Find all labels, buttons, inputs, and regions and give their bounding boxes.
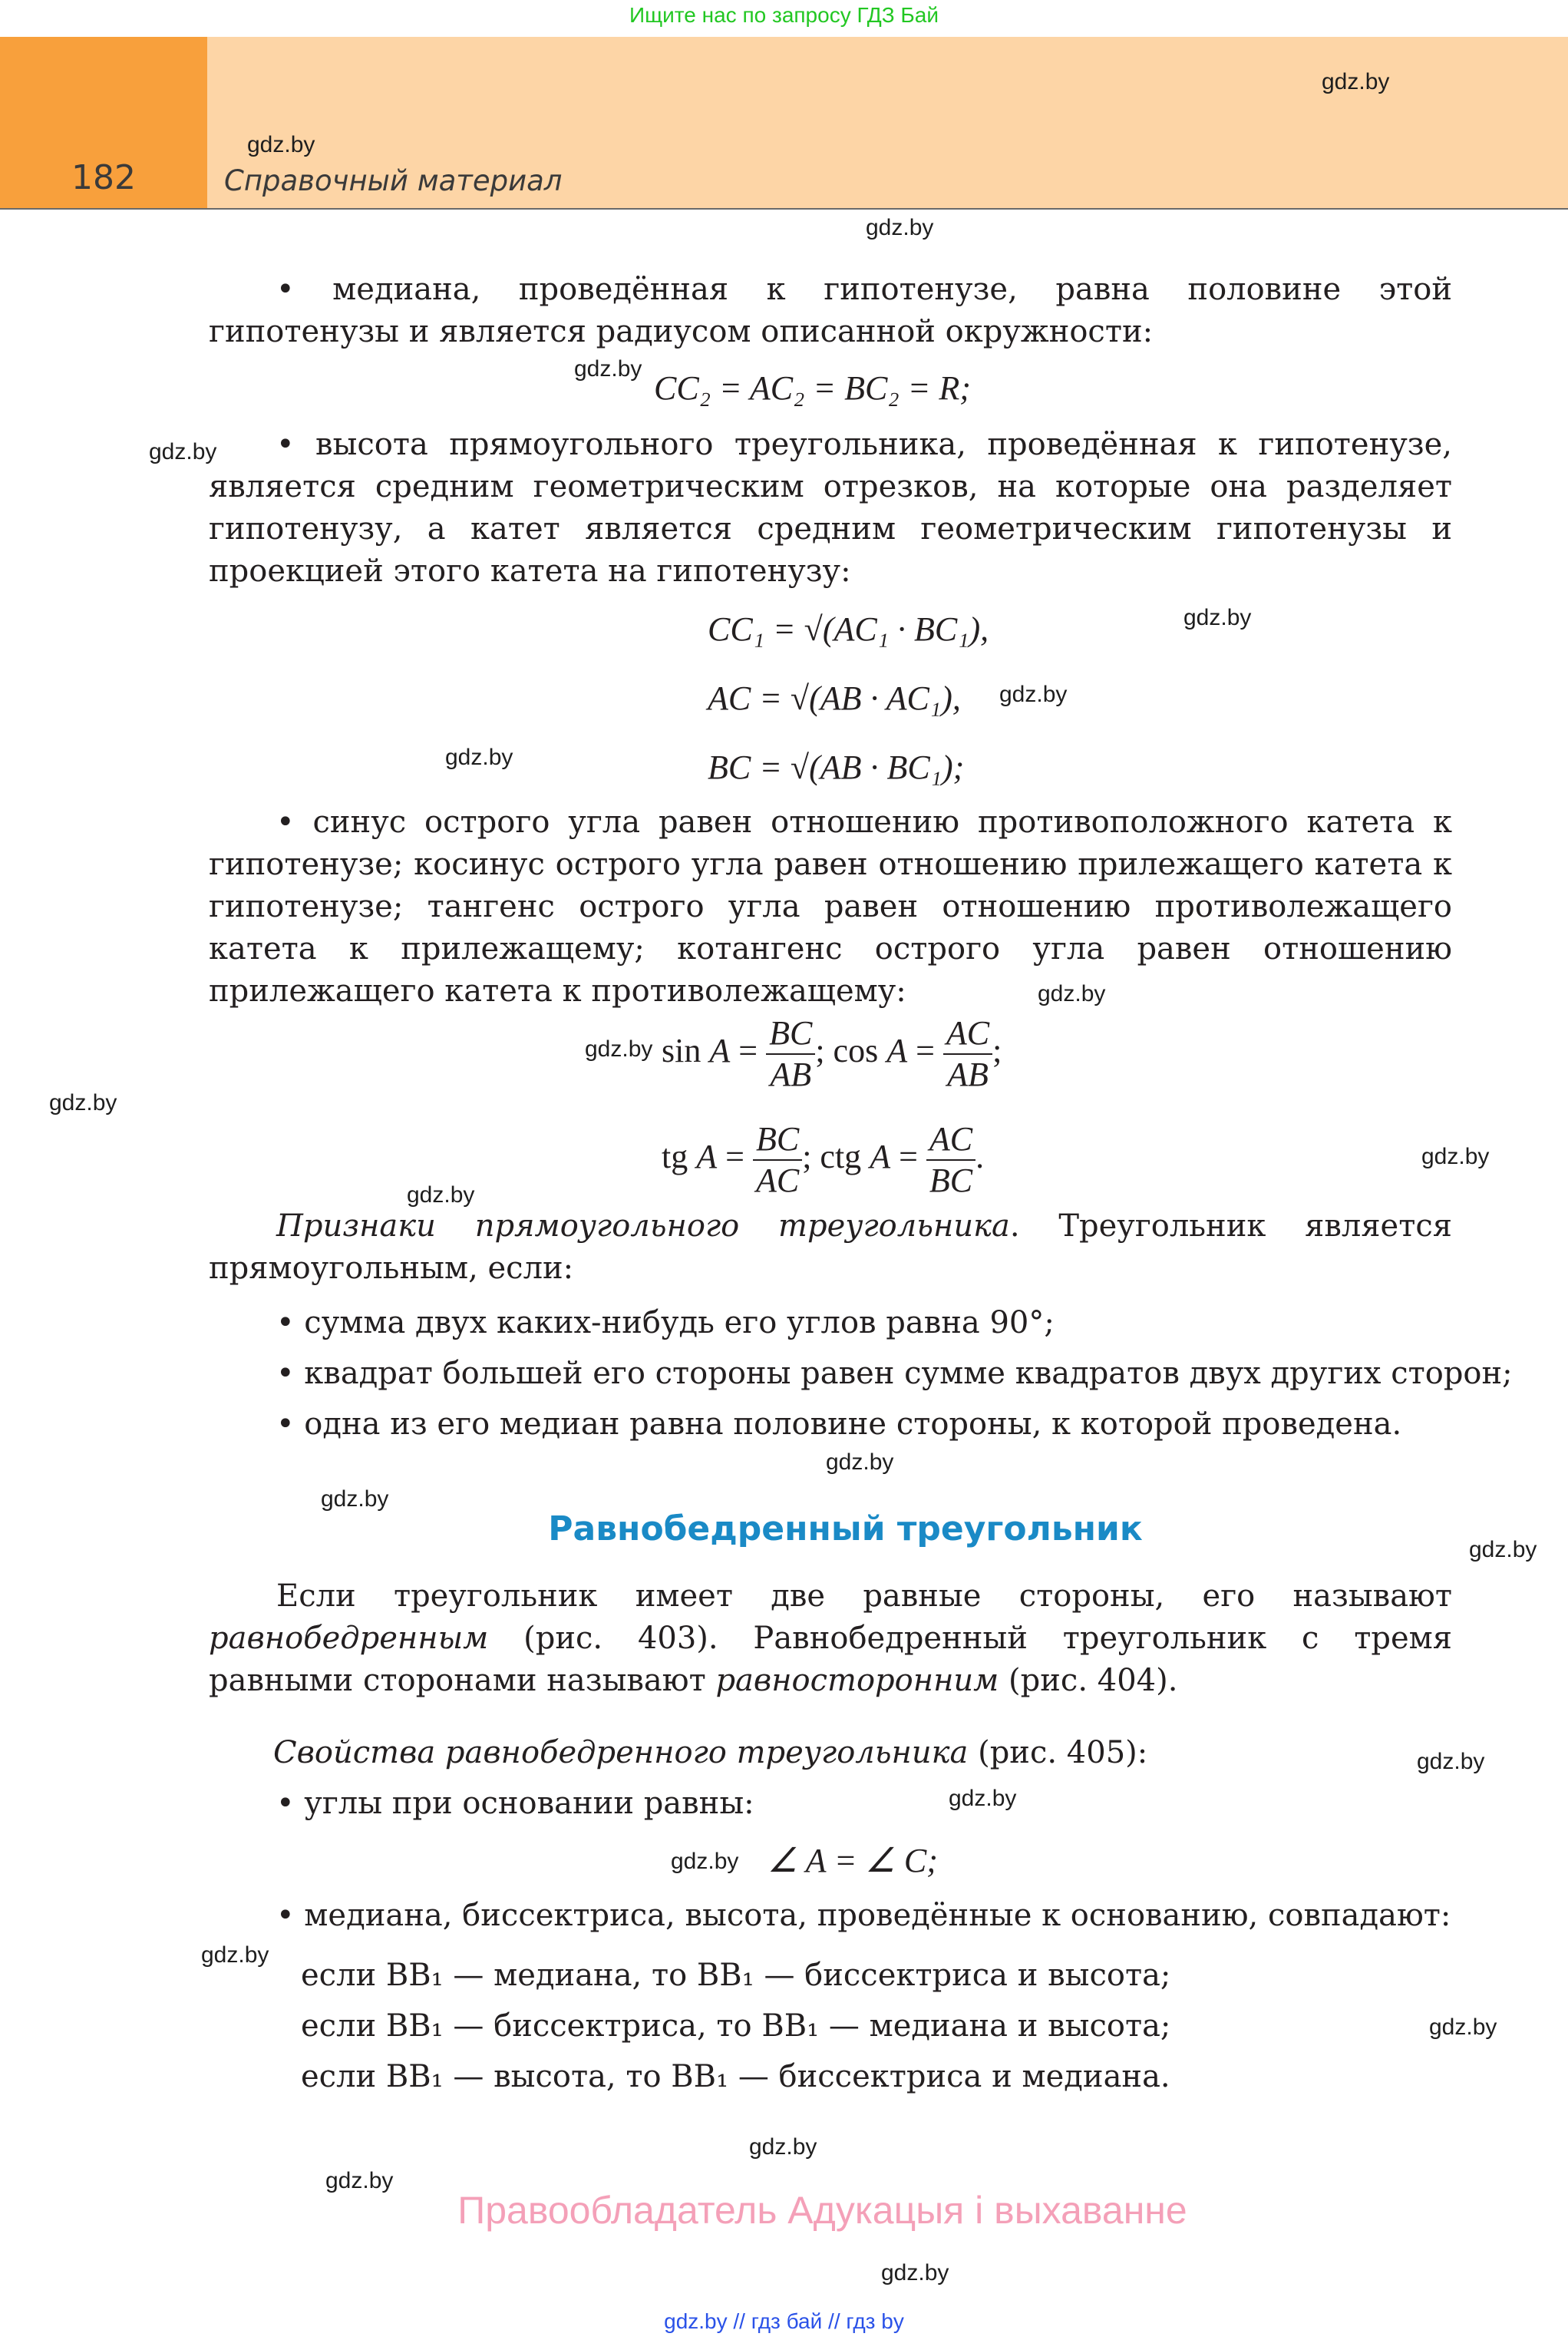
watermark: gdz.by bbox=[1322, 69, 1390, 94]
watermark: gdz.by bbox=[574, 356, 642, 382]
watermark: gdz.by bbox=[1421, 1144, 1490, 1169]
tg-ctg-formula: tg A = $\frac{BC}{AC}$ ; ctg A = $\frac{AC}{BC}$ . bbox=[662, 1120, 985, 1199]
watermark: gdz.by bbox=[149, 439, 217, 464]
cos-fraction: $\frac{AC}{AB}$ bbox=[943, 1013, 992, 1095]
signs-paragraph: Признаки прямоугольного треугольника. Треугольник является прямоугольным, если: bbox=[209, 1208, 1452, 1286]
height-formula-ac: AC = √(AB · AC₁), bbox=[708, 679, 961, 717]
watermark: gdz.by bbox=[49, 1090, 117, 1115]
bisector-line: если BB₁ — биссектриса, то BB₁ — медиана и высота; bbox=[301, 2008, 1171, 2044]
altitude-line: если BB₁ — высота, то BB₁ — биссектриса и медиана. bbox=[301, 2059, 1170, 2094]
ctg-fraction: $\frac{AC}{BC}$ bbox=[926, 1119, 975, 1201]
section-title: Справочный материал bbox=[224, 164, 563, 197]
watermark: gdz.by bbox=[407, 1182, 475, 1208]
properties-title: Свойства равнобедренного треугольника (рис. 405): bbox=[273, 1735, 1148, 1770]
signs-item: • сумма двух каких-нибудь его углов равна 90°; bbox=[276, 1305, 1055, 1340]
isosceles-paragraph: Если треугольник имеет две равные стороны, его называют равнобедренным (рис. 403). Равнобедренный треугольник с тремя равными сторонами называют равносторонним (рис. 404). bbox=[209, 1578, 1452, 1698]
isosceles-heading: Равнобедренный треугольник bbox=[548, 1509, 1143, 1548]
watermark: gdz.by bbox=[1183, 605, 1252, 630]
median-line: если BB₁ — медиана, то BB₁ — биссектриса и высота; bbox=[301, 1958, 1171, 1993]
watermark: gdz.by bbox=[671, 1849, 739, 1874]
sin-fraction: $\frac{BC}{AB}$ bbox=[766, 1013, 815, 1095]
median-formula: CC₂ = AC₂ = BC₂ = R; bbox=[654, 369, 971, 407]
watermark: gdz.by bbox=[866, 215, 934, 240]
tg-label: tg bbox=[662, 1138, 688, 1176]
page-number: 182 bbox=[71, 158, 136, 197]
signs-item: • одна из его медиан равна половине стороны, к которой проведена. bbox=[276, 1406, 1402, 1442]
height-bullet: • высота прямоугольного треугольника, проведённая к гипотенузе, является средним геометрическим отрезков, на которые она разделяет гипотенузу, а катет является средним геометрическим гипотенузы и проекцией этого катета на гипотенузу: bbox=[209, 427, 1452, 589]
watermark: gdz.by bbox=[1469, 1537, 1537, 1562]
cos-label: cos bbox=[833, 1032, 879, 1070]
watermark: gdz.by bbox=[585, 1036, 653, 1062]
watermark: gdz.by bbox=[201, 1942, 269, 1968]
watermark: gdz.by bbox=[1417, 1749, 1485, 1774]
tg-fraction: $\frac{BC}{AC}$ bbox=[753, 1119, 802, 1201]
sin-label: sin bbox=[662, 1032, 701, 1070]
footer-links[interactable]: gdz.by // гдз бай // гдз by bbox=[664, 2309, 904, 2333]
watermark: gdz.by bbox=[247, 132, 315, 157]
watermark: gdz.by bbox=[1038, 981, 1106, 1006]
rights-holder: Правообладатель Адукацыя і выхаванне bbox=[457, 2189, 1187, 2232]
height-formula-bc: BC = √(AB · BC₁); bbox=[708, 749, 965, 786]
watermark: gdz.by bbox=[321, 1486, 389, 1512]
watermark: gdz.by bbox=[749, 2134, 817, 2160]
angles-item: • углы при основании равны: bbox=[276, 1786, 754, 1821]
watermark: gdz.by bbox=[999, 682, 1068, 707]
watermark: gdz.by bbox=[1429, 2014, 1497, 2040]
watermark: gdz.by bbox=[325, 2168, 394, 2193]
trig-bullet: • синус острого угла равен отношению противоположного катета к гипотенузе; косинус острого угла равен отношению прилежащего катета к гипотенузе; тангенс острого угла равен отношению противолежащего катета к прилежащему; котангенс острого угла равен отношению прилежащего катета к противолежащему: bbox=[209, 805, 1452, 1009]
coincide-item: • медиана, биссектриса, высота, проведённые к основанию, совпадают: bbox=[276, 1898, 1451, 1933]
watermark: gdz.by bbox=[445, 745, 513, 770]
top-note: Ищите нас по запросу ГДЗ Бай bbox=[629, 3, 939, 27]
ctg-label: ctg bbox=[820, 1138, 862, 1176]
median-bullet: • медиана, проведённая к гипотенузе, равна половине этой гипотенузы и является радиусом описанной окружности: bbox=[209, 272, 1452, 349]
watermark: gdz.by bbox=[826, 1449, 894, 1475]
sin-cos-formula: sin A = $\frac{BC}{AB}$ ; cos A = $\frac{AC}{AB}$ ; bbox=[662, 1014, 1002, 1093]
height-formula-cc1: CC₁ = √(AC₁ · BC₁), bbox=[708, 610, 989, 648]
signs-item: • квадрат большей его стороны равен сумме квадратов двух других сторон; bbox=[276, 1356, 1513, 1391]
watermark: gdz.by bbox=[881, 2260, 949, 2285]
angles-formula: ∠ A = ∠ C; bbox=[767, 1842, 938, 1879]
header-rule bbox=[0, 208, 1568, 210]
watermark: gdz.by bbox=[949, 1786, 1017, 1811]
